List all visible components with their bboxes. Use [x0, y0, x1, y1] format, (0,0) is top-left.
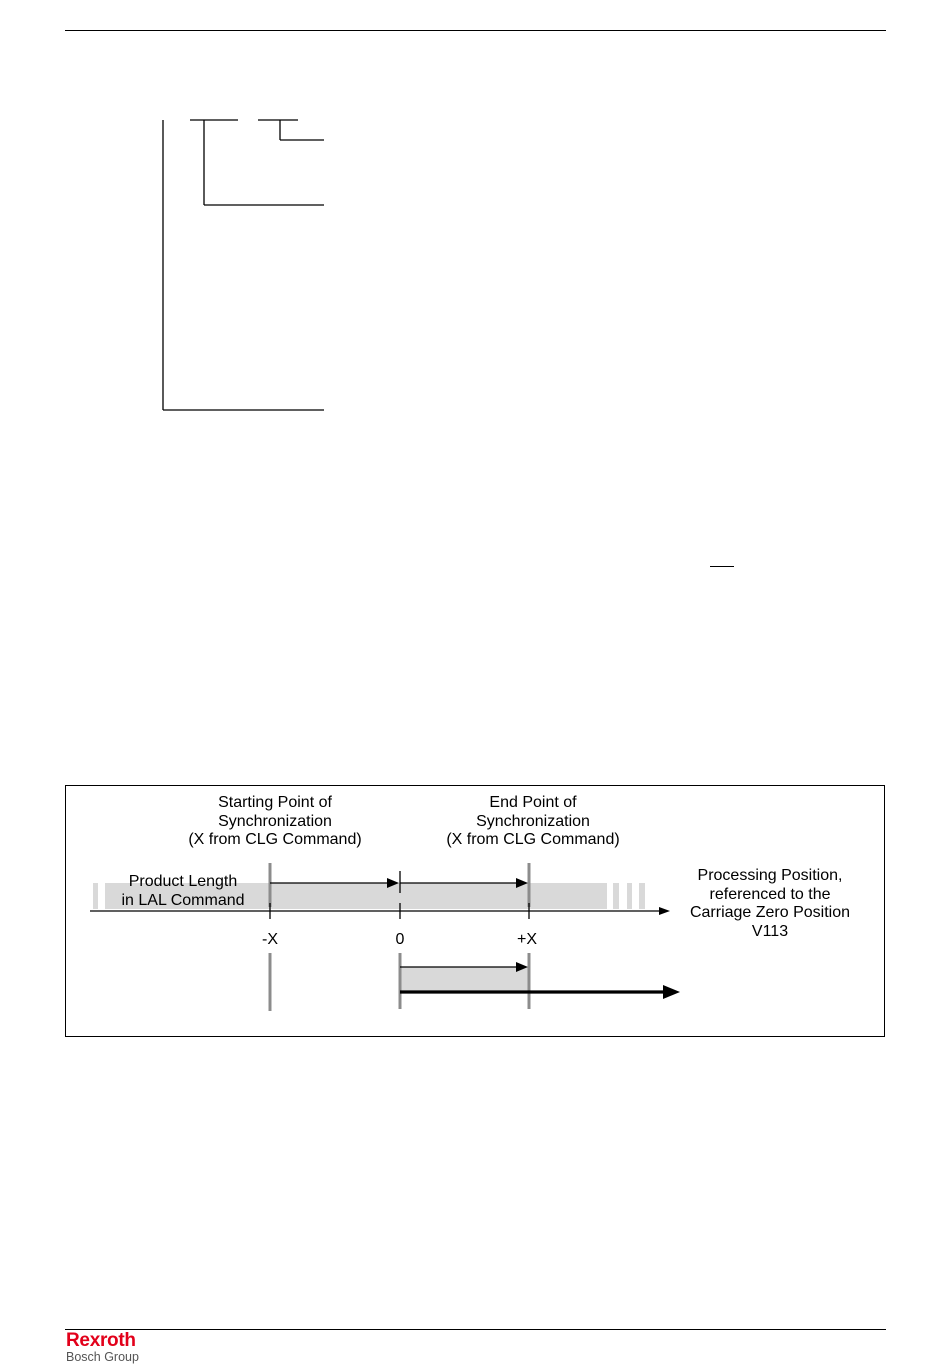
processing-position-label: Processing Position, referenced to the Carriage Zero Position V113 — [689, 867, 851, 940]
brand-logo — [66, 1331, 139, 1364]
header-rule — [65, 30, 886, 31]
brand-name: Rexroth — [66, 1330, 136, 1351]
end-point-label: End Point of Synchronization (X from CLG Command) — [446, 794, 620, 848]
sync-range-box — [400, 967, 528, 993]
arrow-bold-head — [663, 985, 680, 999]
product-length-label: Product Length in LAL Command — [121, 873, 245, 909]
brand-subtitle: Bosch Group — [66, 1350, 139, 1364]
axis-arrowhead — [659, 907, 670, 915]
start-point-label: Starting Point of Synchronization (X from CLG Command) — [188, 794, 362, 848]
tick-label-minus-x: -X — [262, 931, 278, 948]
tick-label-plus-x: +X — [516, 931, 537, 948]
bracket-diagram — [150, 110, 340, 415]
footer-rule — [65, 1329, 886, 1330]
tick-label-zero: 0 — [395, 931, 405, 948]
overline-mark — [710, 566, 734, 567]
